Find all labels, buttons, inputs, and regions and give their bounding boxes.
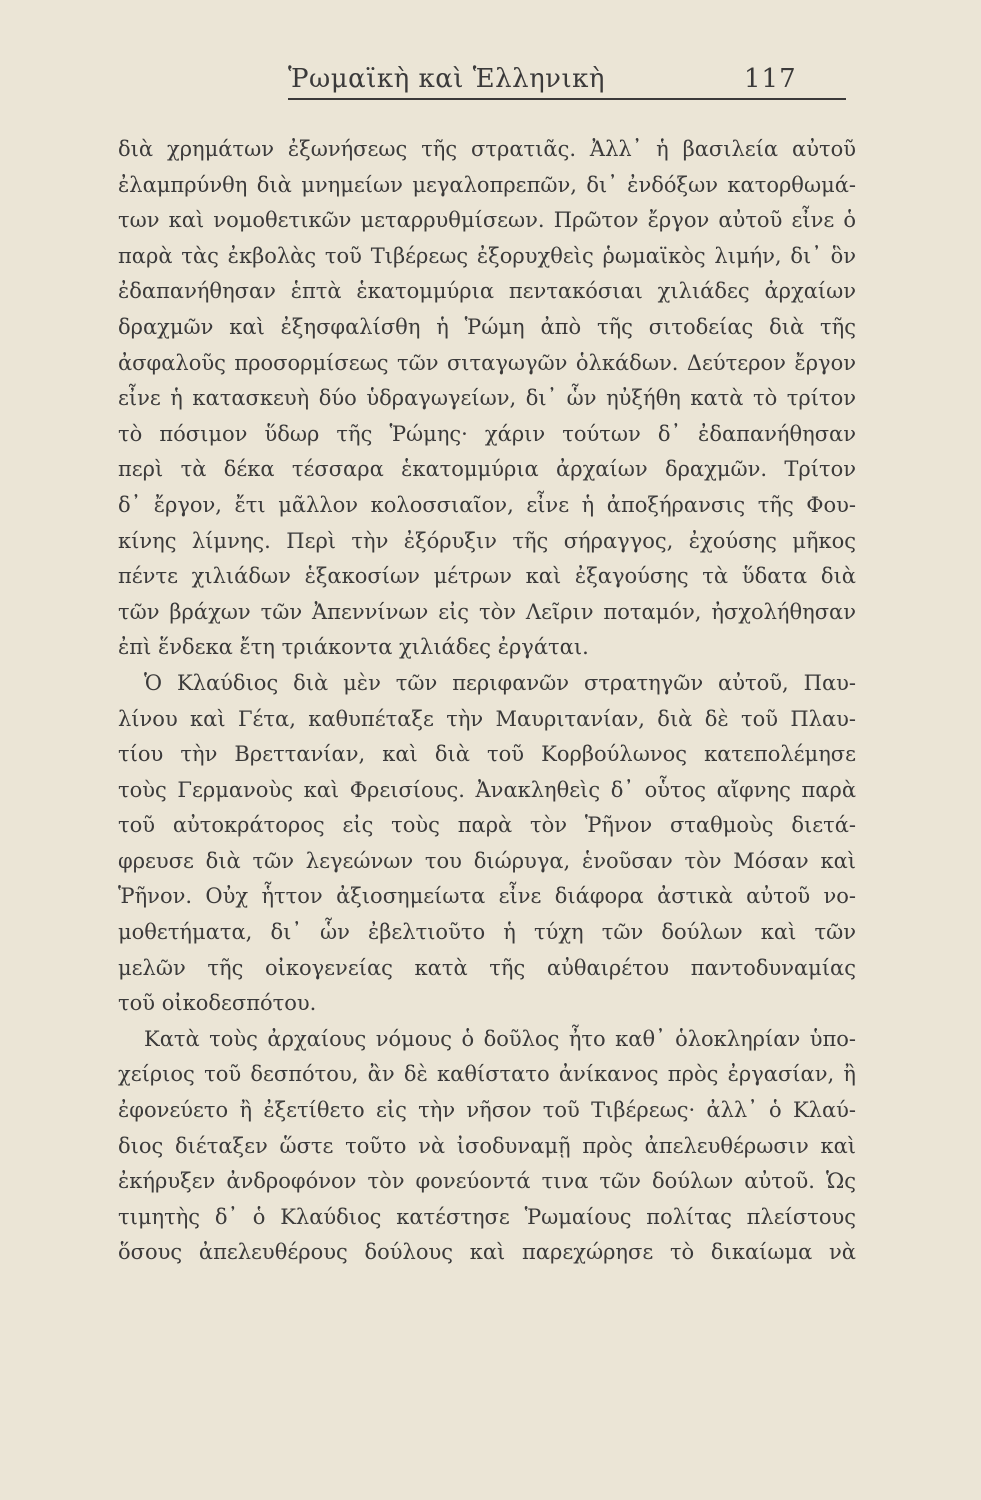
running-head	[140, 62, 860, 104]
text-line: τὸ πόσιμον ὕδωρ τῆς Ῥώμης· χάριν τούτων δ᾽ ἐδαπανήθησαν	[118, 421, 856, 446]
text-line: τῶν βράχων τῶν Ἀπεννίνων εἰς τὸν Λεῖριν ποταμόν, ἠσχολήθησαν	[118, 599, 856, 624]
text-line: φρευσε διὰ τῶν λεγεώνων του διώρυγα, ἑνοῦσαν τὸν Μόσαν καὶ	[118, 848, 856, 873]
text-line: πέντε χιλιάδων ἑξακοσίων μέτρων καὶ ἐξαγούσης τὰ ὕδατα διὰ	[118, 564, 856, 589]
text-line: χείριος τοῦ δεσπότου, ἂν δὲ καθίστατο ἀνίκανος πρὸς ἐργασίαν, ἢ	[118, 1062, 856, 1087]
text-line: ἐλαμπρύνθη διὰ μνημείων μεγαλοπρεπῶν, δι᾽ ἐνδόξων κατορθωμά-	[118, 172, 856, 197]
text-line: ἀσφαλοῦς προσορμίσεως τῶν σιταγωγῶν ὁλκάδων. Δεύτερον ἔργον	[118, 350, 856, 375]
text-line: ἐφονεύετο ἢ ἐξετίθετο εἰς τὴν νῆσον τοῦ Τιβέρεως· ἀλλ᾽ ὁ Κλαύ-	[118, 1098, 856, 1123]
body-text	[118, 132, 856, 1271]
text-line: ἐκήρυξεν ἀνδροφόνον τὸν φονεύοντά τινα τῶν δούλων αὐτοῦ. Ὡς	[118, 1169, 856, 1194]
text-line: Ὁ Κλαύδιος διὰ μὲν τῶν περιφανῶν στρατηγῶν αὐτοῦ, Παυ-	[144, 670, 856, 695]
text-line: Κατὰ τοὺς ἀρχαίους νόμους ὁ δοῦλος ἦτο καθ᾽ ὁλοκληρίαν ὑπο-	[144, 1026, 856, 1051]
text-line: διὰ χρημάτων ἐξωνήσεως τῆς στρατιᾶς. Ἀλλ᾽ ἡ βασιλεία αὐτοῦ	[118, 137, 856, 161]
text-line: Ῥῆνον. Οὐχ ἧττον ἀξιοσημείωτα εἶνε διάφορα ἀστικὰ αὐτοῦ νο-	[118, 884, 856, 909]
text-line: ἐπὶ ἕνδεκα ἔτη τριάκοντα χιλιάδες ἐργάται.	[118, 635, 589, 660]
text-line: ἐδαπανήθησαν ἑπτὰ ἑκατομμύρια πεντακόσιαι χιλιάδες ἀρχαίων	[118, 279, 856, 304]
running-title: Ῥωμαϊκὴ καὶ Ἑλληνικὴ	[288, 64, 605, 94]
text-line: παρὰ τὰς ἐκβολὰς τοῦ Τιβέρεως ἐξορυχθεὶς ῥωμαϊκὸς λιμήν, δι᾽ ὃν	[118, 243, 856, 268]
header-rule	[288, 98, 846, 100]
text-line: τίου τὴν Βρεττανίαν, καὶ διὰ τοῦ Κορβούλωνος κατεπολέμησε	[118, 742, 856, 767]
text-line: λίνου καὶ Γέτα, καθυπέταξε τὴν Μαυριτανίαν, διὰ δὲ τοῦ Πλαυ-	[118, 706, 856, 731]
text-line: μελῶν τῆς οἰκογενείας κατὰ τῆς αὐθαιρέτου παντοδυναμίας	[118, 955, 856, 980]
text-line: των καὶ νομοθετικῶν μεταρρυθμίσεων. Πρῶτον ἔργον αὐτοῦ εἶνε ὁ	[118, 208, 856, 233]
text-line: μοθετήματα, δι᾽ ὧν ἐβελτιοῦτο ἡ τύχη τῶν δούλων καὶ τῶν	[118, 920, 856, 945]
text-line: διος διέταξεν ὥστε τοῦτο νὰ ἰσοδυναμῇ πρὸς ἀπελευθέρωσιν καὶ	[118, 1133, 856, 1158]
text-line: τοῦ οἰκοδεσπότου.	[118, 991, 317, 1016]
text-line: δ᾽ ἔργον, ἔτι μᾶλλον κολοσσιαῖον, εἶνε ἡ ἀποξήρανσις τῆς Φου-	[118, 492, 856, 517]
text-line: τιμητὴς δ᾽ ὁ Κλαύδιος κατέστησε Ῥωμαίους πολίτας πλείστους	[118, 1204, 856, 1229]
text-line: περὶ τὰ δέκα τέσσαρα ἑκατομμύρια ἀρχαίων δραχμῶν. Τρίτον	[118, 457, 856, 482]
page-number: 117	[744, 64, 797, 94]
text-line: τοὺς Γερμανοὺς καὶ Φρεισίους. Ἀνακληθεὶς δ᾽ οὗτος αἴφνης παρὰ	[118, 777, 856, 802]
text-line: δραχμῶν καὶ ἐξησφαλίσθη ἡ Ῥώμη ἀπὸ τῆς σιτοδείας διὰ τῆς	[118, 314, 856, 339]
text-line: ὅσους ἀπελευθέρους δούλους καὶ παρεχώρησε τὸ δικαίωμα νὰ	[118, 1240, 856, 1265]
text-line: εἶνε ἡ κατασκευὴ δύο ὑδραγωγείων, δι᾽ ὧν ηὐξήθη κατὰ τὸ τρίτον	[118, 386, 856, 411]
text-line: κίνης λίμνης. Περὶ τὴν ἐξόρυξιν τῆς σήραγγος, ἐχούσης μῆκος	[118, 528, 856, 553]
text-line: τοῦ αὐτοκράτορος εἰς τοὺς παρὰ τὸν Ῥῆνον σταθμοὺς διετά-	[118, 813, 856, 838]
